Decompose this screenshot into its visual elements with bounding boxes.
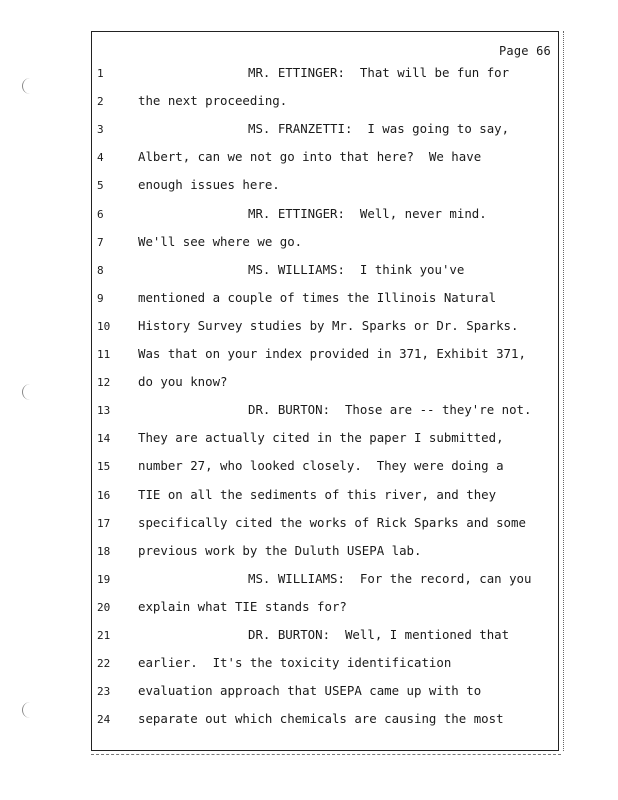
transcript-line bbox=[0, 262, 618, 280]
transcript-line bbox=[0, 318, 618, 336]
line-text: MS. WILLIAMS: For the record, can you bbox=[248, 570, 532, 586]
transcript-line bbox=[0, 234, 618, 252]
transcript-line bbox=[0, 655, 618, 673]
line-number: 20 bbox=[97, 600, 111, 614]
line-number: 7 bbox=[97, 235, 104, 249]
line-text: MS. WILLIAMS: I think you've bbox=[248, 261, 465, 277]
line-number: 4 bbox=[97, 151, 104, 165]
line-number: 18 bbox=[97, 544, 111, 558]
line-number: 21 bbox=[97, 629, 111, 642]
line-number: 1 bbox=[97, 67, 104, 80]
line-text: the next proceeding. bbox=[138, 93, 288, 109]
line-number: 24 bbox=[97, 713, 111, 727]
line-text: Albert, can we not go into that here? We have bbox=[138, 149, 482, 165]
line-number: 16 bbox=[97, 488, 111, 502]
line-text: separate out which chemicals are causing the most bbox=[138, 711, 504, 727]
line-text: We'll see where we go. bbox=[138, 233, 303, 249]
line-text: evaluation approach that USEPA came up with to bbox=[138, 683, 482, 699]
transcript-line bbox=[0, 206, 618, 224]
transcript-line bbox=[0, 430, 618, 448]
line-number: 5 bbox=[97, 179, 104, 193]
line-number: 19 bbox=[97, 572, 111, 586]
line-number: 22 bbox=[97, 657, 111, 671]
transcript-line bbox=[0, 402, 618, 420]
transcript-line bbox=[0, 177, 618, 195]
transcript-line bbox=[0, 683, 618, 701]
line-number: 8 bbox=[97, 263, 104, 277]
line-number: 6 bbox=[97, 207, 104, 221]
line-text: They are actually cited in the paper I submitted, bbox=[138, 430, 504, 446]
transcript-line bbox=[0, 627, 618, 645]
transcript-line bbox=[0, 543, 618, 561]
line-number: 14 bbox=[97, 432, 111, 446]
line-text: DR. BURTON: Well, I mentioned that bbox=[248, 627, 510, 642]
line-number: 9 bbox=[97, 291, 104, 305]
transcript-line bbox=[0, 290, 618, 308]
line-text: MR. ETTINGER: Well, never mind. bbox=[248, 205, 487, 221]
transcript-line bbox=[0, 121, 618, 139]
transcript-line bbox=[0, 515, 618, 533]
line-text: MR. ETTINGER: That will be fun for bbox=[248, 65, 510, 80]
transcript-line bbox=[0, 149, 618, 167]
line-number: 17 bbox=[97, 516, 111, 530]
transcript-line bbox=[0, 458, 618, 476]
line-number: 3 bbox=[97, 123, 104, 137]
transcript-line bbox=[0, 487, 618, 505]
line-text: History Survey studies by Mr. Sparks or Dr. Sparks. bbox=[138, 317, 519, 333]
line-number: 13 bbox=[97, 404, 111, 418]
line-text: Was that on your index provided in 371, Exhibit 371, bbox=[138, 346, 526, 361]
line-text: DR. BURTON: Those are -- they're not. bbox=[248, 402, 532, 418]
page-number: Page 66 bbox=[499, 44, 551, 58]
transcript-line bbox=[0, 374, 618, 392]
line-text: TIE on all the sediments of this river, and they bbox=[138, 486, 497, 502]
line-text: previous work by the Duluth USEPA lab. bbox=[138, 542, 422, 558]
line-text: MS. FRANZETTI: I was going to say, bbox=[248, 121, 510, 137]
line-number: 10 bbox=[97, 319, 111, 333]
line-text: number 27, who looked closely. They were doing a bbox=[138, 458, 504, 474]
transcript-line bbox=[0, 65, 618, 83]
line-text: do you know? bbox=[138, 374, 228, 390]
line-text: earlier. It's the toxicity identification bbox=[138, 655, 452, 671]
line-number: 2 bbox=[97, 95, 104, 109]
line-text: mentioned a couple of times the Illinois Natural bbox=[138, 289, 497, 305]
transcript-line bbox=[0, 93, 618, 111]
transcript-line bbox=[0, 346, 618, 364]
transcript-line bbox=[0, 571, 618, 589]
line-text: specifically cited the works of Rick Sparks and some bbox=[138, 514, 526, 530]
transcript-line bbox=[0, 711, 618, 729]
line-number: 15 bbox=[97, 460, 111, 474]
line-text: explain what TIE stands for? bbox=[138, 598, 347, 614]
transcript-line bbox=[0, 599, 618, 617]
line-number: 23 bbox=[97, 685, 111, 699]
line-number: 11 bbox=[97, 348, 111, 361]
line-number: 12 bbox=[97, 376, 111, 390]
line-text: enough issues here. bbox=[138, 177, 280, 193]
